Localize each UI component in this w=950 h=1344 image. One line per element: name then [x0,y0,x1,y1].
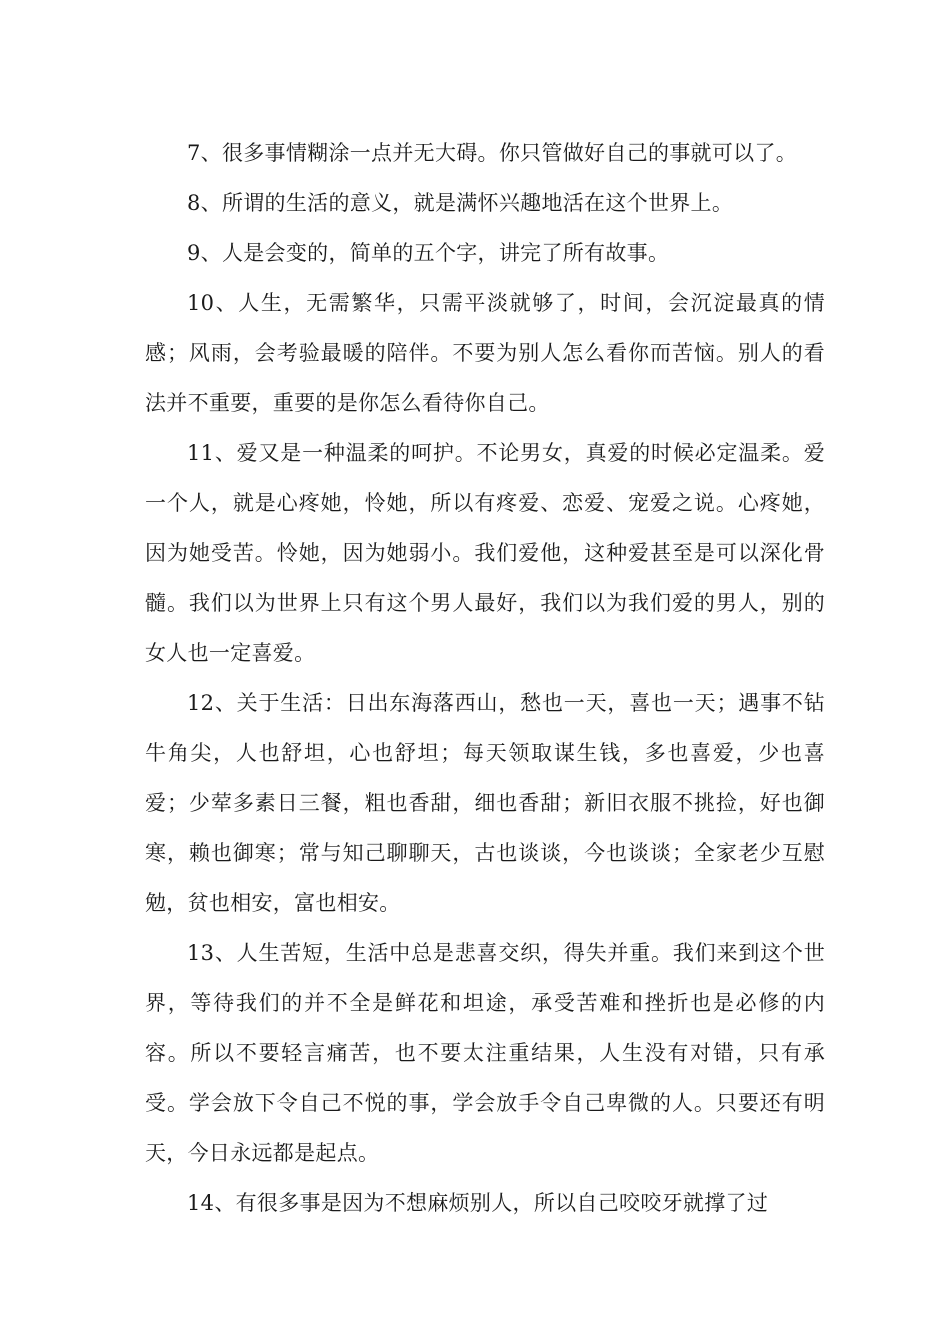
paragraph-10: 10、人生，无需繁华，只需平淡就够了，时间，会沉淀最真的情感；风雨，会考验最暖的陪伴。不要为别人怎么看你而苦恼。别人的看法并不重要，重要的是你怎么看待你自己。 [145,291,825,415]
paragraph-14: 14、有很多事是因为不想麻烦别人，所以自己咬咬牙就撑了过 [187,1191,769,1215]
paragraph-8: 8、所谓的生活的意义，就是满怀兴趣地活在这个世界上。 [187,191,734,215]
paragraph-12: 12、关于生活：日出东海落西山，愁也一天，喜也一天；遇事不钻牛角尖，人也舒坦，心也舒坦；每天领取谋生钱，多也喜爱，少也喜爱；少荤多素日三餐，粗也香甜，细也香甜；新旧衣服不挑捡，好也御寒，赖也御寒；常与知己聊聊天，古也谈谈，今也谈谈；全家老少互慰勉，贫也相安，富也相安。 [145,691,825,915]
paragraph-13: 13、人生苦短，生活中总是悲喜交织，得失并重。我们来到这个世界，等待我们的并不全是鲜花和坦途，承受苦难和挫折也是必修的内容。所以不要轻言痛苦，也不要太注重结果，人生没有对错，只有承受。学会放下令自己不悦的事，学会放手令自己卑微的人。只要还有明天，今日永远都是起点。 [145,941,825,1165]
paragraph-7: 7、很多事情糊涂一点并无大碍。你只管做好自己的事就可以了。 [187,141,798,165]
document-body [145,128,825,1228]
paragraph-9: 9、人是会变的，简单的五个字，讲完了所有故事。 [187,241,670,265]
paragraph-11: 11、爱又是一种温柔的呵护。不论男女，真爱的时候必定温柔。爱一个人，就是心疼她，怜她，所以有疼爱、恋爱、宠爱之说。心疼她，因为她受苦。怜她，因为她弱小。我们爱他，这种爱甚至是可以深化骨髓。我们以为世界上只有这个男人最好，我们以为我们爱的男人，别的女人也一定喜爱。 [145,441,825,665]
